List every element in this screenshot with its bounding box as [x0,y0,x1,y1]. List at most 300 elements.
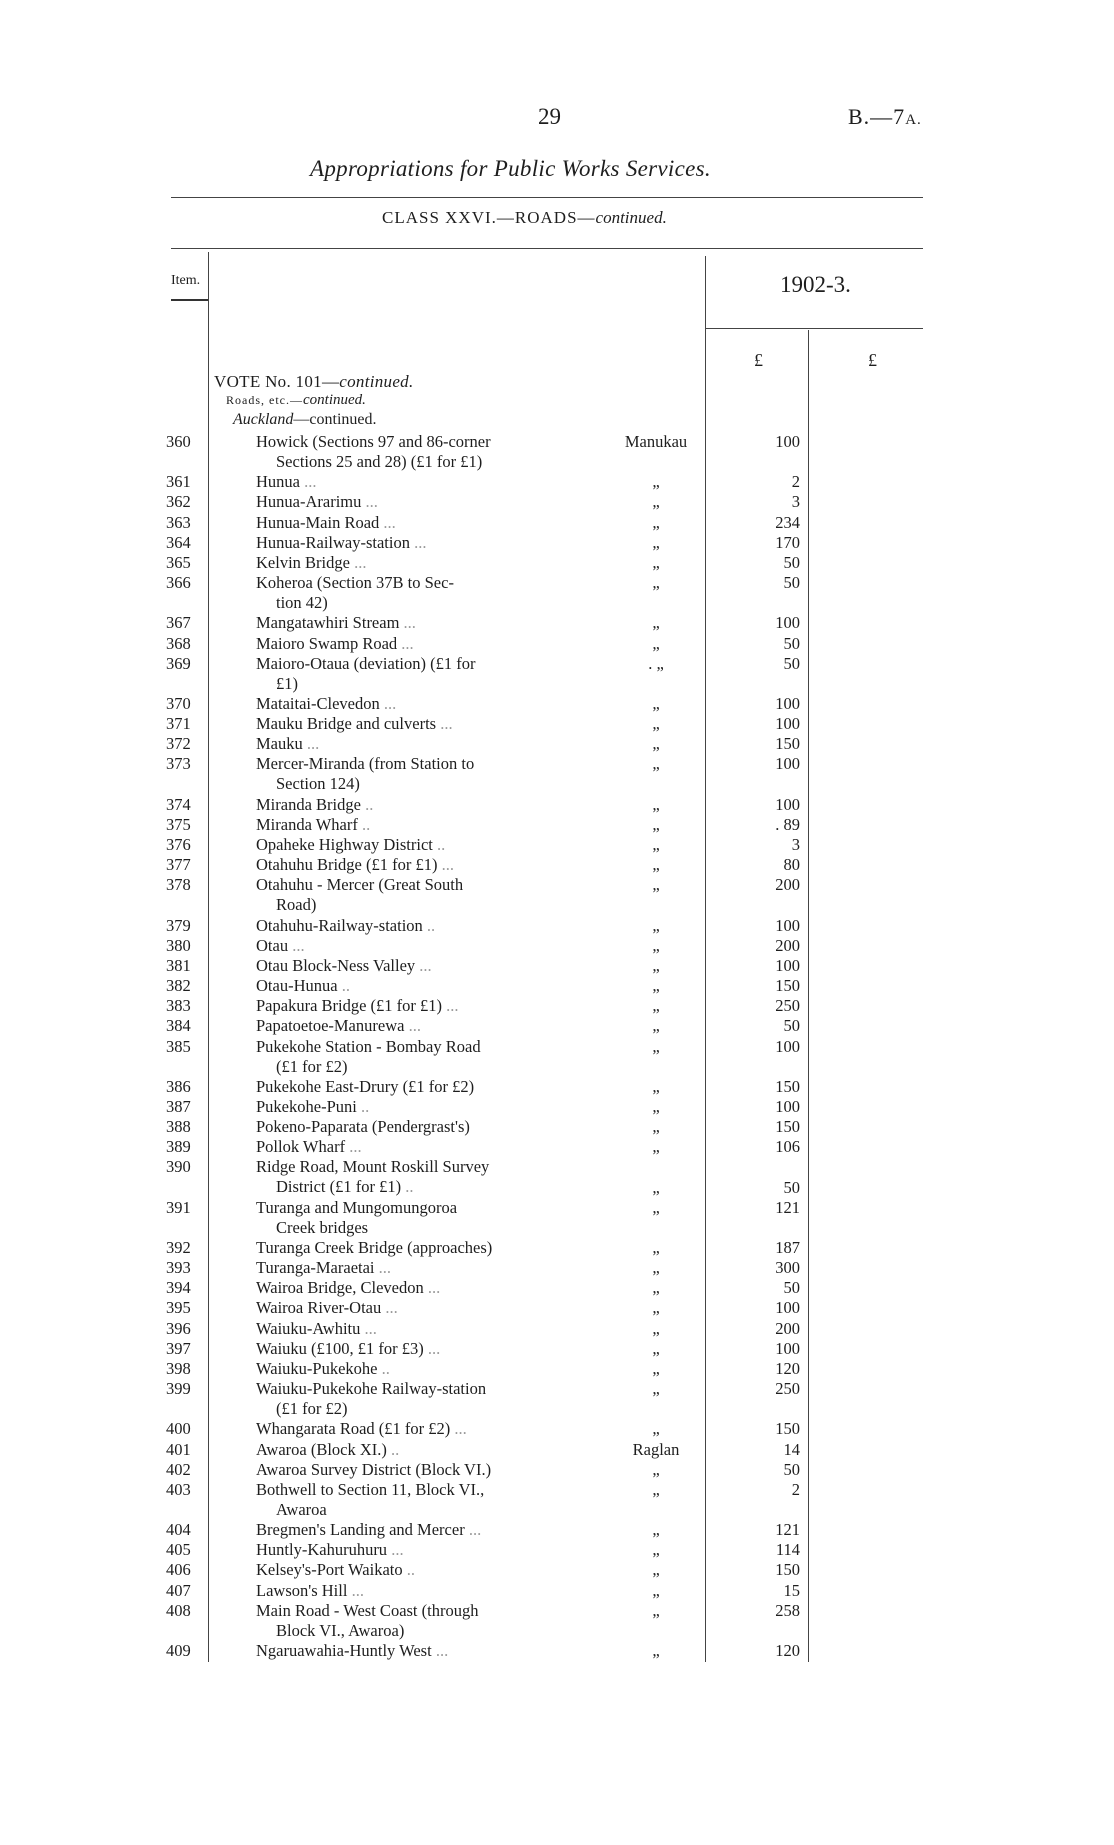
description-text: Whangarata Road (£1 for £2) [256,1419,451,1439]
amount-value: 200 [775,935,800,955]
leader-dots: ... [440,714,453,734]
item-number: 366 [166,573,191,593]
item-number: 396 [166,1318,191,1338]
road-description [256,472,564,492]
description-text: Miranda Bridge [256,794,361,814]
table-row [0,492,1114,512]
roads-heading-suffix: continued. [303,392,366,408]
electoral-district: „ [652,1298,660,1318]
electoral-district: „ [652,1076,660,1096]
item-number: 364 [166,532,191,552]
amount-value: 170 [775,532,800,552]
table-row [0,1600,1114,1640]
description-text: Wairoa River-Otau [256,1298,382,1318]
electoral-district: „ [652,875,660,895]
item-number: 384 [166,1016,191,1036]
item-number: 380 [166,935,191,955]
reference-main: B.—7 [848,104,906,129]
description-text: Otahuhu - Mercer (Great South [256,875,464,895]
table-row [0,1278,1114,1298]
table-row [0,1520,1114,1540]
electoral-district: „ [652,1177,660,1197]
table-row [0,613,1114,633]
amount-value: 3 [791,492,800,512]
table-row [0,976,1114,996]
table-row [0,835,1114,855]
electoral-district: „ [652,1520,660,1540]
leader-dots: .. [341,976,350,996]
table-row [0,855,1114,875]
item-number: 385 [166,1036,191,1056]
amount-value: 2 [791,1479,800,1499]
road-description [256,694,564,714]
amount-value: 150 [775,1419,800,1439]
road-description [256,1641,564,1661]
amount-value: 121 [775,1520,800,1540]
leader-dots: ... [446,996,459,1016]
electoral-district: „ [652,714,660,734]
leader-dots: ... [304,472,317,492]
amount-value: 14 [783,1439,800,1459]
description-text: Hunua [256,472,300,492]
description-text: Kelsey's-Port Waikato [256,1560,403,1580]
item-number: 405 [166,1540,191,1560]
table-row [0,1319,1114,1339]
item-number: 379 [166,915,191,935]
amount-value: 150 [775,1076,800,1096]
leader-dots: .. [426,915,436,935]
road-description [256,1077,564,1097]
road-description [256,1117,564,1137]
description-text: Turanga and Mungomungoroa [256,1197,458,1217]
description-text: Papakura Bridge (£1 for £1) [256,996,443,1016]
road-description [256,875,564,915]
road-description [256,1601,564,1641]
leader-dots: ... [408,1016,421,1036]
vote-heading-suffix: continued. [339,372,414,391]
table-row [0,1097,1114,1117]
item-number: 370 [166,693,191,713]
amount-value: 50 [783,1459,800,1479]
road-description [256,1157,564,1197]
description-text: Kelvin Bridge [256,552,350,572]
description-text: Pukekohe East-Drury (£1 for £2) [256,1076,475,1096]
item-column-header: Item. [171,273,201,288]
description-continuation: Road) [276,895,317,915]
table-row [0,714,1114,734]
description-text: Otahuhu Bridge (£1 for £1) [256,855,438,875]
class-heading-suffix: continued. [595,208,667,227]
item-number: 403 [166,1479,191,1499]
class-heading-main: CLASS XXVI.—ROADS— [382,208,596,227]
road-description [256,1097,564,1117]
item-number: 386 [166,1076,191,1096]
electoral-district: „ [652,472,660,492]
electoral-district: „ [652,512,660,532]
description-text: Awaroa (Block XI.) [256,1439,387,1459]
road-description [256,835,564,855]
description-text: Howick (Sections 97 and 86-corner [256,432,491,451]
class-heading [382,208,667,228]
description-text: Otahuhu-Railway-station [256,915,423,935]
description-text: Hunua-Ararimu [256,492,362,512]
electoral-district: „ [652,1379,660,1399]
item-number: 407 [166,1580,191,1600]
electoral-district: „ [652,996,660,1016]
table-row [0,1117,1114,1137]
table-row [0,1036,1114,1076]
leader-dots: ... [427,1338,441,1358]
description-text: Ridge Road, Mount Roskill Survey [256,1157,490,1177]
table-row [0,734,1114,754]
region-heading [233,411,377,429]
road-description [256,613,564,633]
description-continuation: Sections 25 and 28) (£1 for £1) [276,452,483,471]
description-text: Otau-Hunua [256,976,338,996]
leader-dots: .. [391,1439,400,1459]
leader-dots: .. [405,1177,414,1197]
item-number: 389 [166,1137,191,1157]
amount-value: 106 [775,1137,800,1157]
leader-dots: ... [383,512,396,532]
item-number: 397 [166,1338,191,1358]
table-row [0,1641,1114,1661]
item-number: 361 [166,472,191,492]
electoral-district: „ [652,1197,660,1217]
table-row [0,1339,1114,1359]
electoral-district: „ [652,1278,660,1298]
table-row [0,432,1114,471]
description-continuation: Section 124) [276,774,360,794]
item-number: 406 [166,1560,191,1580]
description-text: Papatoetoe-Manurewa [256,1016,405,1036]
description-text: Turanga Creek Bridge (approaches) [256,1238,493,1257]
item-number: 373 [166,754,191,774]
description-text: Ngaruawahia-Huntly West [256,1641,432,1660]
electoral-district: „ [652,935,660,955]
description-text: Main Road - West Coast (through [256,1600,479,1620]
item-number: 369 [166,653,191,673]
description-text: Maioro-Otaua (deviation) (£1 for [256,653,476,673]
table-row [0,1016,1114,1036]
leader-dots: ... [435,1641,449,1660]
amount-value: 100 [775,915,800,935]
page-number: 29 [538,104,561,129]
leader-dots: ... [306,734,320,754]
description-text: Bothwell to Section 11, Block VI., [256,1479,485,1499]
electoral-district: „ [652,734,660,754]
table-row [0,1298,1114,1318]
electoral-district: „ [652,1016,660,1036]
road-description [256,734,564,754]
table-row [0,1359,1114,1379]
roads-heading [226,392,366,409]
item-number: 360 [166,432,191,451]
table-row [0,1581,1114,1601]
description-continuation: Block VI., Awaroa) [276,1620,405,1640]
item-number: 404 [166,1520,191,1540]
road-description [256,1339,564,1359]
road-description [256,916,564,936]
road-description [256,754,564,794]
table-row [0,653,1114,693]
electoral-district: „ [652,552,660,572]
electoral-district: „ [652,1419,660,1439]
item-number: 395 [166,1298,191,1318]
electoral-district: „ [652,532,660,552]
table-row [0,815,1114,835]
leader-dots: ... [383,693,397,713]
amount-value: 200 [775,1318,800,1338]
reference-suffix: A. [905,112,922,128]
region-heading-main: Auckland [233,411,294,428]
road-description [256,1540,564,1560]
amount-value: 100 [775,613,800,633]
road-description [256,1520,564,1540]
item-number: 394 [166,1278,191,1298]
item-number: 408 [166,1600,191,1620]
amount-value: 100 [775,1298,800,1318]
table-row [0,996,1114,1016]
road-description [256,1258,564,1278]
road-description [256,936,564,956]
amount-value: 258 [775,1600,800,1620]
table-row [0,1540,1114,1560]
electoral-district: „ [652,1641,660,1660]
road-description [256,1560,564,1580]
road-description [256,996,564,1016]
table-row [0,1440,1114,1460]
leader-dots: ... [414,532,427,552]
electoral-district: „ [652,1338,660,1358]
vote-heading [214,372,414,392]
item-number: 401 [166,1439,191,1459]
road-description [256,815,564,835]
item-number: 368 [166,633,191,653]
table-row [0,956,1114,976]
amount-value: 250 [775,996,800,1016]
leader-dots: .. [437,835,446,854]
electoral-district: „ [652,1036,660,1056]
electoral-district: „ [652,1459,660,1479]
table-row [0,694,1114,714]
leader-dots: .. [362,814,371,834]
description-text: Mauku Bridge and culverts [256,714,437,734]
amount-value: 3 [791,835,800,854]
description-continuation: £1) [276,673,298,693]
item-number: 402 [166,1459,191,1479]
description-text: Waiuku-Awhitu [256,1318,361,1338]
leader-dots: ... [427,1278,441,1298]
roads-heading-main: Roads, etc.— [226,393,303,407]
leader-dots: ... [441,855,454,875]
electoral-district: „ [652,1479,660,1499]
item-number: 381 [166,955,191,975]
item-number: 362 [166,492,191,512]
description-text: Miranda Wharf [256,814,358,834]
leader-dots: .. [365,794,374,814]
amount-value: 100 [775,794,800,814]
road-description [256,1440,564,1460]
page-title: Appropriations for Public Works Services. [310,156,711,181]
table-row [0,1479,1114,1519]
road-description [256,1037,564,1077]
electoral-district: Manukau [624,432,688,451]
document-reference [848,104,922,130]
table-row [0,1460,1114,1480]
table-row [0,754,1114,794]
amount-value: 15 [783,1580,800,1600]
table-row [0,573,1114,613]
table-row [0,1197,1114,1237]
item-number: 376 [166,835,191,854]
road-description [256,1379,564,1419]
leader-dots: ... [365,492,378,512]
amount-value: 300 [775,1258,800,1278]
item-header-underline [171,299,208,301]
description-continuation: Creek bridges [276,1217,369,1237]
electoral-district: „ [652,492,660,512]
electoral-district: „ [652,754,660,774]
table-row [0,795,1114,815]
item-number: 400 [166,1419,191,1439]
item-number: 367 [166,613,191,633]
description-text: Waiuku (£100, £1 for £3) [256,1338,424,1358]
road-description [256,795,564,815]
road-description [256,533,564,553]
description-text: Bregmen's Landing and Mercer [256,1520,465,1540]
road-description [256,654,564,694]
leader-dots: ... [351,1580,364,1600]
amount-value: 50 [783,653,800,673]
amount-value: 120 [775,1358,800,1378]
amount-value: 100 [775,1096,800,1116]
amount-value: 150 [775,976,800,996]
electoral-district: „ [652,976,660,996]
table-row [0,1157,1114,1197]
electoral-district: „ [652,955,660,975]
electoral-district: „ [652,855,660,875]
description-text: Maioro Swamp Road [256,633,398,653]
table-row [0,1560,1114,1580]
amount-value: . 89 [775,814,800,834]
amount-value: 80 [783,855,800,875]
description-text: Pollok Wharf [256,1137,346,1157]
item-number: 378 [166,875,191,895]
amount-value: 50 [783,633,800,653]
description-text: Wairoa Bridge, Clevedon [256,1278,424,1298]
electoral-district: „ [652,1580,660,1600]
electoral-district: „ [652,915,660,935]
electoral-district: „ [652,1258,660,1278]
road-description [256,492,564,512]
item-number: 383 [166,996,191,1016]
amount-value: 2 [791,472,800,492]
table-row [0,1379,1114,1419]
amount-value: 150 [775,1117,800,1137]
item-number: 409 [166,1641,191,1660]
road-description [256,1016,564,1036]
road-description [256,1581,564,1601]
table-row [0,1419,1114,1439]
description-text: Lawson's Hill [256,1580,348,1600]
description-text: Mauku [256,734,303,754]
table-row [0,1238,1114,1258]
item-number: 390 [166,1157,191,1177]
year-column-header: 1902-3. [780,272,851,297]
electoral-district: „ [652,1358,660,1378]
electoral-district: „ [652,794,660,814]
description-text: Otau Block-Ness Valley [256,955,416,975]
description-text: Pukekohe Station - Bombay Road [256,1036,481,1056]
title-rule [171,197,923,198]
item-number: 393 [166,1258,191,1278]
item-number: 363 [166,512,191,532]
electoral-district: „ [652,1540,660,1560]
item-number: 391 [166,1197,191,1217]
leader-dots: ... [378,1258,392,1278]
amount-value: 100 [775,693,800,713]
currency-symbol-col2: £ [868,350,877,370]
amount-value: 100 [775,1338,800,1358]
amount-value: 150 [775,734,800,754]
table-row [0,513,1114,533]
table-row [0,1258,1114,1278]
leader-dots: .. [406,1560,415,1580]
road-description [256,1278,564,1298]
electoral-district: . „ [648,653,664,673]
item-number: 371 [166,714,191,734]
item-number: 399 [166,1379,191,1399]
item-number: 387 [166,1096,191,1116]
amount-value: 50 [783,1177,800,1197]
description-continuation: Awaroa [276,1499,327,1519]
amount-value: 234 [775,512,800,532]
road-description [256,976,564,996]
description-text: Pokeno-Paparata (Pendergrast's) [256,1117,470,1137]
amount-value: 50 [783,1278,800,1298]
table-row [0,875,1114,915]
road-description [256,634,564,654]
leader-dots: ... [401,633,414,653]
item-number: 365 [166,552,191,572]
item-number: 374 [166,794,191,814]
road-description [256,513,564,533]
electoral-district: „ [652,1560,660,1580]
electoral-district: „ [652,1318,660,1338]
electoral-district: „ [652,633,660,653]
description-text: Mataitai-Clevedon [256,693,380,713]
amount-value: 100 [775,714,800,734]
table-row [0,553,1114,573]
road-description [256,1460,564,1480]
leader-dots: ... [385,1298,398,1318]
leader-dots: .. [381,1358,390,1378]
amount-value: 187 [775,1238,800,1257]
amount-value: 114 [775,1540,800,1560]
item-number: 388 [166,1117,191,1137]
amount-value: 250 [775,1379,800,1399]
leader-dots: ... [364,1318,377,1338]
electoral-district: „ [652,693,660,713]
electoral-district: „ [652,835,660,854]
amount-value: 121 [775,1197,800,1217]
electoral-district: „ [652,1238,660,1257]
amount-value: 50 [783,552,800,572]
description-text: Waiuku-Pukekohe [256,1358,378,1378]
description-text: Mangatawhiri Stream [256,613,400,633]
leader-dots: ... [349,1137,362,1157]
